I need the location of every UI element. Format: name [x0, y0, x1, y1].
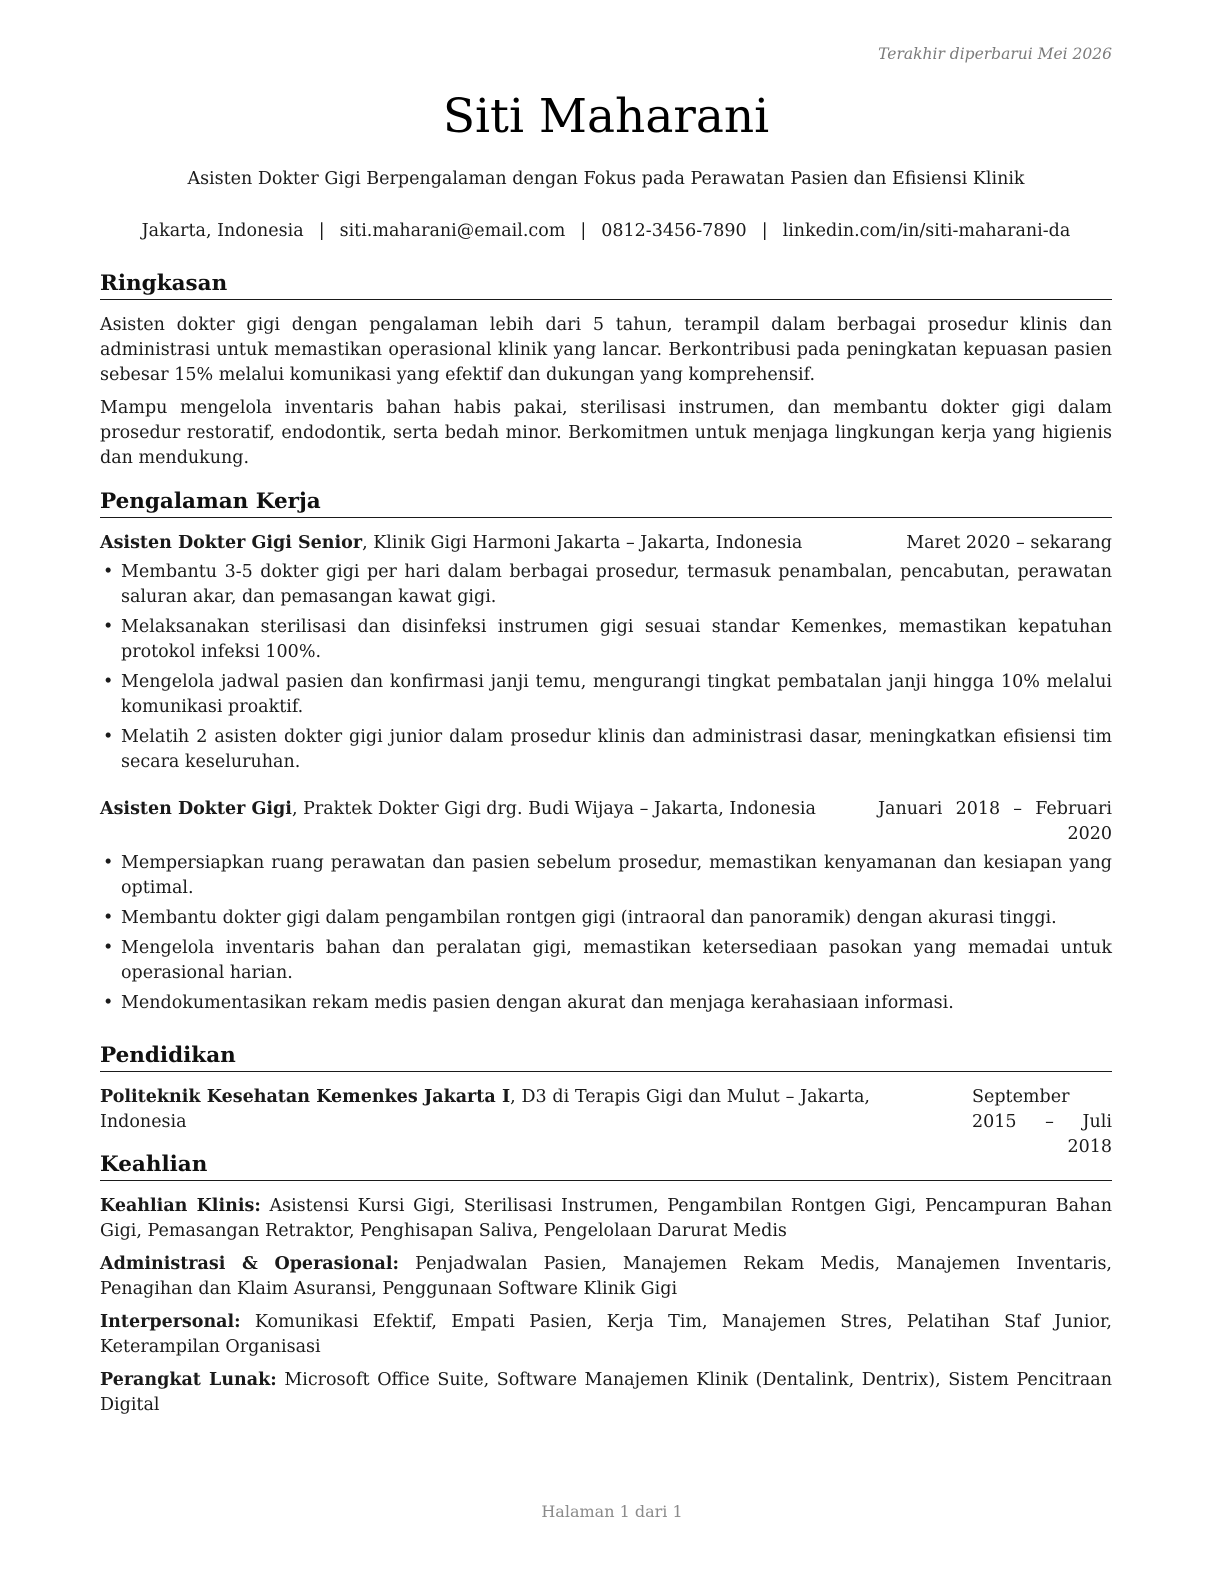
list-item	[100, 851, 1112, 901]
bullet-icon: •	[103, 993, 114, 1013]
job-role: Asisten Dokter Gigi Senior	[100, 533, 363, 553]
experience-section	[100, 488, 1112, 1021]
section-title-summary: Ringkasan	[100, 270, 1112, 300]
summary-paragraph: Asisten dokter gigi dengan pengalaman lebih dari 5 tahun, terampil dalam berbagai prosedur klinis dan administrasi untuk memastikan operasional klinik yang lancar. Berkontribusi pada peningkatan kepuasan pasien sebesar 15% melalui komunikasi yang efektif dan dukungan yang komprehensif.	[100, 315, 1112, 385]
headline: Asisten Dokter Gigi Berpengalaman dengan Fokus pada Perawatan Pasien dan Efisiensi Klinik	[187, 169, 1025, 189]
skill-group-label: Keahlian Klinis:	[100, 1196, 261, 1216]
skill-group	[100, 1368, 1112, 1418]
bullet-icon: •	[103, 727, 114, 747]
job-entry	[100, 531, 1112, 775]
list-item	[100, 725, 1112, 775]
education-entry	[100, 1085, 1112, 1157]
job-date: Januari 2018 – Februari 2020	[878, 799, 1112, 844]
bullet-text: Melaksanakan sterilisasi dan disinfeksi instrumen gigi sesuai standar Kemenkes, memastikan kepatuhan protokol infeksi 100%.	[121, 617, 1112, 662]
job-organization: , Praktek Dokter Gigi drg. Budi Wijaya – Jakarta, Indonesia	[291, 799, 816, 819]
skill-group-label: Perangkat Lunak:	[100, 1370, 277, 1390]
bullet-text: Membantu 3-5 dokter gigi per hari dalam berbagai prosedur, termasuk penambalan, pencabutan, perawatan saluran akar, dan pemasangan kawat gigi.	[121, 562, 1112, 607]
education-section	[100, 1042, 1112, 1157]
list-item	[100, 615, 1112, 665]
contact-phone[interactable]: 0812-3456-7890	[601, 221, 747, 241]
list-item	[100, 991, 1112, 1016]
education-detail: , D3 di Terapis Gigi dan Mulut – Jakarta, Indonesia	[100, 1087, 870, 1132]
job-bullets	[100, 560, 1112, 775]
list-item	[100, 936, 1112, 986]
skill-group	[100, 1252, 1112, 1302]
job-bullets	[100, 851, 1112, 1016]
page-number-footer: Halaman 1 dari 1	[541, 1502, 683, 1521]
contact-separator: |	[761, 221, 768, 241]
section-title-experience: Pengalaman Kerja	[100, 488, 1112, 518]
contact-location: Jakarta, Indonesia	[141, 221, 304, 241]
job-header	[100, 797, 1112, 847]
skills-section	[100, 1151, 1112, 1426]
skill-group-label: Administrasi & Operasional:	[100, 1254, 399, 1274]
bullet-icon: •	[103, 908, 114, 928]
skill-group-label: Interpersonal:	[100, 1312, 241, 1332]
list-item	[100, 670, 1112, 720]
last-updated-note: Terakhir diperbarui Mei 2026	[878, 45, 1112, 63]
bullet-text: Mengelola inventaris bahan dan peralatan gigi, memastikan ketersediaan pasokan yang memadai untuk operasional harian.	[121, 938, 1112, 983]
section-title-education: Pendidikan	[100, 1042, 1112, 1072]
candidate-name: Siti Maharani	[442, 89, 770, 144]
bullet-icon: •	[103, 938, 114, 958]
bullet-icon: •	[103, 617, 114, 637]
contact-email[interactable]: siti.maharani@email.com	[339, 221, 566, 241]
education-date: September 2015 – Juli 2018	[972, 1087, 1112, 1157]
list-item	[100, 560, 1112, 610]
job-role: Asisten Dokter Gigi	[100, 799, 292, 819]
list-item	[100, 906, 1112, 931]
skill-group-items: Penjadwalan Pasien, Manajemen Rekam Medis, Manajemen Inventaris, Penagihan dan Klaim Asuransi, Penggunaan Software Klinik Gigi	[100, 1254, 1112, 1299]
bullet-text: Mengelola jadwal pasien dan konfirmasi janji temu, mengurangi tingkat pembatalan janji hingga 10% melalui komunikasi proaktif.	[121, 672, 1112, 717]
job-header	[100, 531, 1112, 556]
bullet-icon: •	[103, 672, 114, 692]
job-entry	[100, 797, 1112, 1016]
bullet-icon: •	[103, 853, 114, 873]
contact-linkedin[interactable]: linkedin.com/in/siti-maharani-da	[782, 221, 1071, 241]
skill-group-items: Asistensi Kursi Gigi, Sterilisasi Instrumen, Pengambilan Rontgen Gigi, Pencampuran Bahan Gigi, Pemasangan Retraktor, Penghisapan Saliva, Pengelolaan Darurat Medis	[100, 1196, 1112, 1241]
contact-separator: |	[580, 221, 587, 241]
summary-paragraph: Mampu mengelola inventaris bahan habis pakai, sterilisasi instrumen, dan membantu dokter gigi dalam prosedur restoratif, endodontik, serta bedah minor. Berkomitmen untuk menjaga lingkungan kerja yang higienis dan mendukung.	[100, 398, 1112, 468]
bullet-text: Mendokumentasikan rekam medis pasien dengan akurat dan menjaga kerahasiaan informasi.	[121, 993, 954, 1013]
summary-section	[100, 270, 1112, 479]
contact-line	[100, 219, 1112, 243]
bullet-icon: •	[103, 562, 114, 582]
skill-group	[100, 1194, 1112, 1244]
skill-group	[100, 1310, 1112, 1360]
bullet-text: Membantu dokter gigi dalam pengambilan rontgen gigi (intraoral dan panoramik) dengan akurasi tinggi.	[121, 908, 1057, 928]
bullet-text: Mempersiapkan ruang perawatan dan pasien sebelum prosedur, memastikan kenyamanan dan kesiapan yang optimal.	[121, 853, 1112, 898]
skill-group-items: Komunikasi Efektif, Empati Pasien, Kerja Tim, Manajemen Stres, Pelatihan Staf Junior, Keterampilan Organisasi	[100, 1312, 1112, 1357]
section-title-skills: Keahlian	[100, 1151, 1112, 1181]
bullet-text: Melatih 2 asisten dokter gigi junior dalam prosedur klinis dan administrasi dasar, meningkatkan efisiensi tim secara keseluruhan.	[121, 727, 1112, 772]
skill-group-items: Microsoft Office Suite, Software Manajemen Klinik (Dentalink, Dentrix), Sistem Pencitraan Digital	[100, 1370, 1112, 1415]
job-date: Maret 2020 – sekarang	[906, 533, 1112, 553]
contact-separator: |	[318, 221, 325, 241]
education-school: Politeknik Kesehatan Kemenkes Jakarta I	[100, 1087, 511, 1107]
job-organization: , Klinik Gigi Harmoni Jakarta – Jakarta, Indonesia	[362, 533, 803, 553]
